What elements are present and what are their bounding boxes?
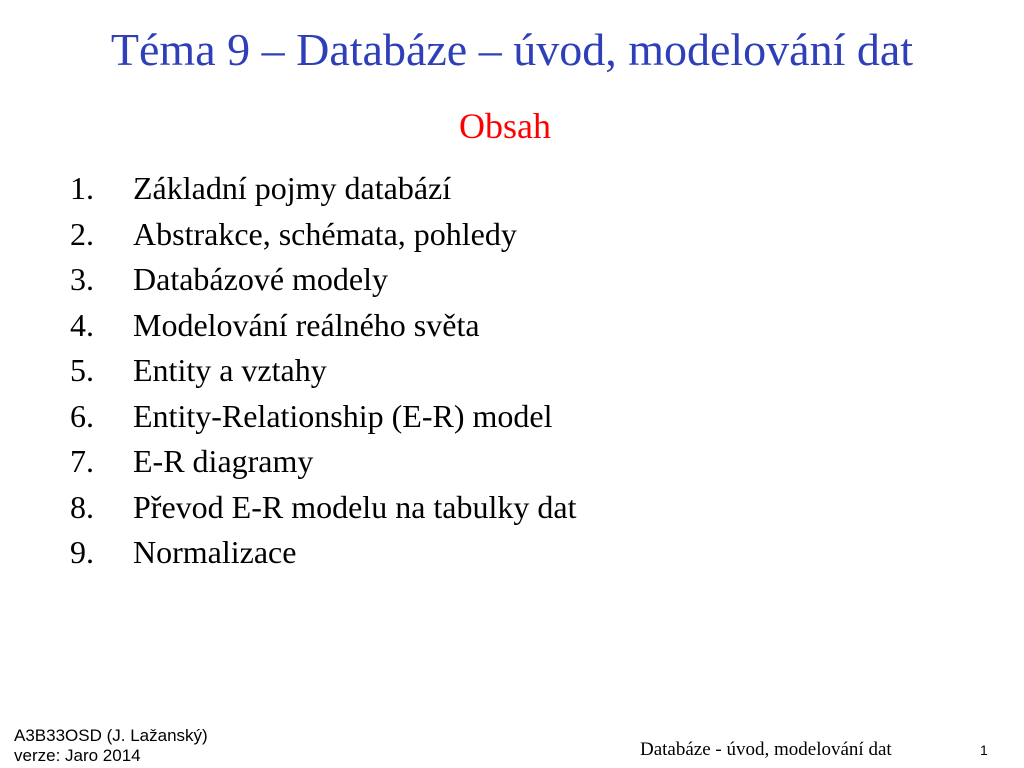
toc-item (70, 394, 576, 440)
toc-item-text: Základní pojmy databází (133, 170, 452, 206)
toc-item-text: Převod E-R modelu na tabulky dat (133, 488, 577, 525)
footer-course: A3B33OSD (J. Lažanský) (14, 726, 208, 745)
toc-item-number: 7. (70, 443, 94, 479)
toc-item (70, 348, 576, 394)
slide-subtitle: Obsah (459, 106, 551, 146)
toc-item-number: 1. (70, 170, 94, 206)
toc-item-text: Entity-Relationship (E-R) model (133, 397, 553, 434)
toc-item-text: Normalizace (133, 534, 297, 570)
toc-item-number: 5. (70, 352, 94, 388)
toc-item (70, 485, 576, 531)
toc-item (70, 212, 576, 258)
footer-topic: Databáze - úvod, modelování dat (640, 739, 892, 760)
toc-item-number: 6. (70, 397, 94, 434)
toc-item (70, 257, 576, 303)
toc-item-text: Modelování reálného světa (133, 306, 480, 343)
toc-item-number: 9. (70, 534, 94, 570)
toc-item (70, 530, 576, 576)
table-of-contents (70, 166, 576, 576)
slide-title: Téma 9 – Databáze – úvod, modelování dat (110, 24, 914, 75)
footer-course-info (14, 726, 208, 766)
footer-version: verze: Jaro 2014 (14, 746, 141, 765)
toc-item-text: E-R diagramy (133, 443, 314, 479)
toc-item-text: Databázové modely (133, 261, 388, 297)
toc-item-text: Abstrakce, schémata, pohledy (133, 215, 517, 252)
toc-item (70, 439, 576, 485)
toc-item-number: 8. (70, 488, 94, 525)
toc-item-text: Entity a vztahy (133, 352, 327, 388)
toc-item-number: 4. (70, 306, 94, 343)
page-number: 1 (980, 742, 988, 758)
toc-item-number: 2. (70, 215, 94, 252)
toc-item-number: 3. (70, 261, 94, 297)
toc-item (70, 303, 576, 349)
toc-item (70, 166, 576, 212)
